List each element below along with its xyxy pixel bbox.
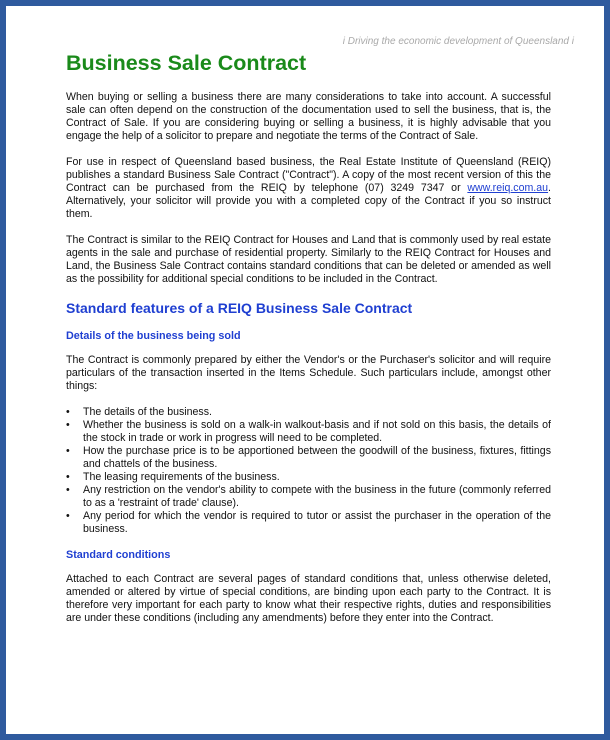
page-title: Business Sale Contract [66, 51, 307, 75]
list-item [66, 406, 551, 419]
conditions-paragraph: Attached to each Contract are several pages of standard conditions that, unless otherwise deleted, amended or altered by virtue of special conditions, are binding upon each party to the Contract. It is therefore very important for each party to know what their respective rights, duties and responsibilities are under these conditions (including any amendments) before they enter into the Contract. [66, 573, 551, 624]
reiq-text-before-link: For use in respect of Queensland based business, the Real Estate Institute of Queensland (REIQ) publishes a standard Business Sale Contract ("Contract"). A copy of the most recent version of this the Contract can be purchased from the REIQ by telephone (07) 3249 7347 or [66, 156, 551, 194]
reiq-paragraph [66, 156, 551, 221]
bullet-icon: • [66, 510, 70, 522]
details-paragraph: The Contract is commonly prepared by either the Vendor's or the Purchaser's solicitor and will require particulars of the transaction inserted in the Items Schedule. Such particulars include, amongst other things: [66, 354, 551, 392]
list-item [66, 419, 551, 445]
details-heading: Details of the business being sold [66, 330, 241, 342]
similar-contract-paragraph: The Contract is similar to the REIQ Contract for Houses and Land that is commonly used by real estate agents in the sale and purchase of residential property. Similarly to the REIQ Contract for Houses and Land, the Business Sale Contract contains standard conditions that can be deleted or amended as well as the possibility for additional special conditions to be included in the Contract. [66, 234, 551, 285]
bullet-icon: • [66, 419, 70, 431]
list-item-text: Any restriction on the vendor's ability to compete with the business in the future (commonly referred to as a 'restraint of trade' clause). [83, 484, 551, 509]
list-item-text: The leasing requirements of the business. [83, 471, 280, 483]
bullet-icon: • [66, 406, 70, 418]
list-item [66, 510, 551, 536]
list-item-text: The details of the business. [83, 406, 212, 418]
list-item-text: Whether the business is sold on a walk-in walkout-basis and if not sold on this basis, the details of the stock in trade or work in progress will need to be completed. [83, 419, 551, 444]
bullet-icon: • [66, 471, 70, 483]
list-item [66, 471, 551, 484]
document-content [66, 50, 551, 638]
bullet-icon: • [66, 484, 70, 496]
bullet-icon: • [66, 445, 70, 457]
list-item-text: Any period for which the vendor is required to tutor or assist the purchaser in the operation of the business. [83, 510, 551, 535]
intro-paragraph: When buying or selling a business there are many considerations to take into account. A successful sale can often depend on the construction of the documentation used to sell the business, that is, the Contract of Sale. If you are considering buying or selling a business, it is highly advisable that you engage the help of a solicitor to prepare and negotiate the terms of the Contract of Sale. [66, 91, 551, 142]
section-heading: Standard features of a REIQ Business Sale Contract [66, 300, 413, 316]
conditions-heading: Standard conditions [66, 549, 171, 561]
list-item [66, 484, 551, 510]
reiq-website-link[interactable]: www.reiq.com.au [467, 182, 549, 194]
particulars-list [66, 406, 551, 536]
list-item [66, 445, 551, 471]
tagline: i Driving the economic development of Queensland i [342, 36, 574, 47]
reiq-text-after-link: . Alternatively, your solicitor will provide you with a completed copy of the Contract if you so instruct them. [66, 182, 551, 220]
list-item-text: How the purchase price is to be apportioned between the goodwill of the business, fixtures, fittings and chattels of the business. [83, 445, 551, 470]
document-page [6, 6, 604, 734]
